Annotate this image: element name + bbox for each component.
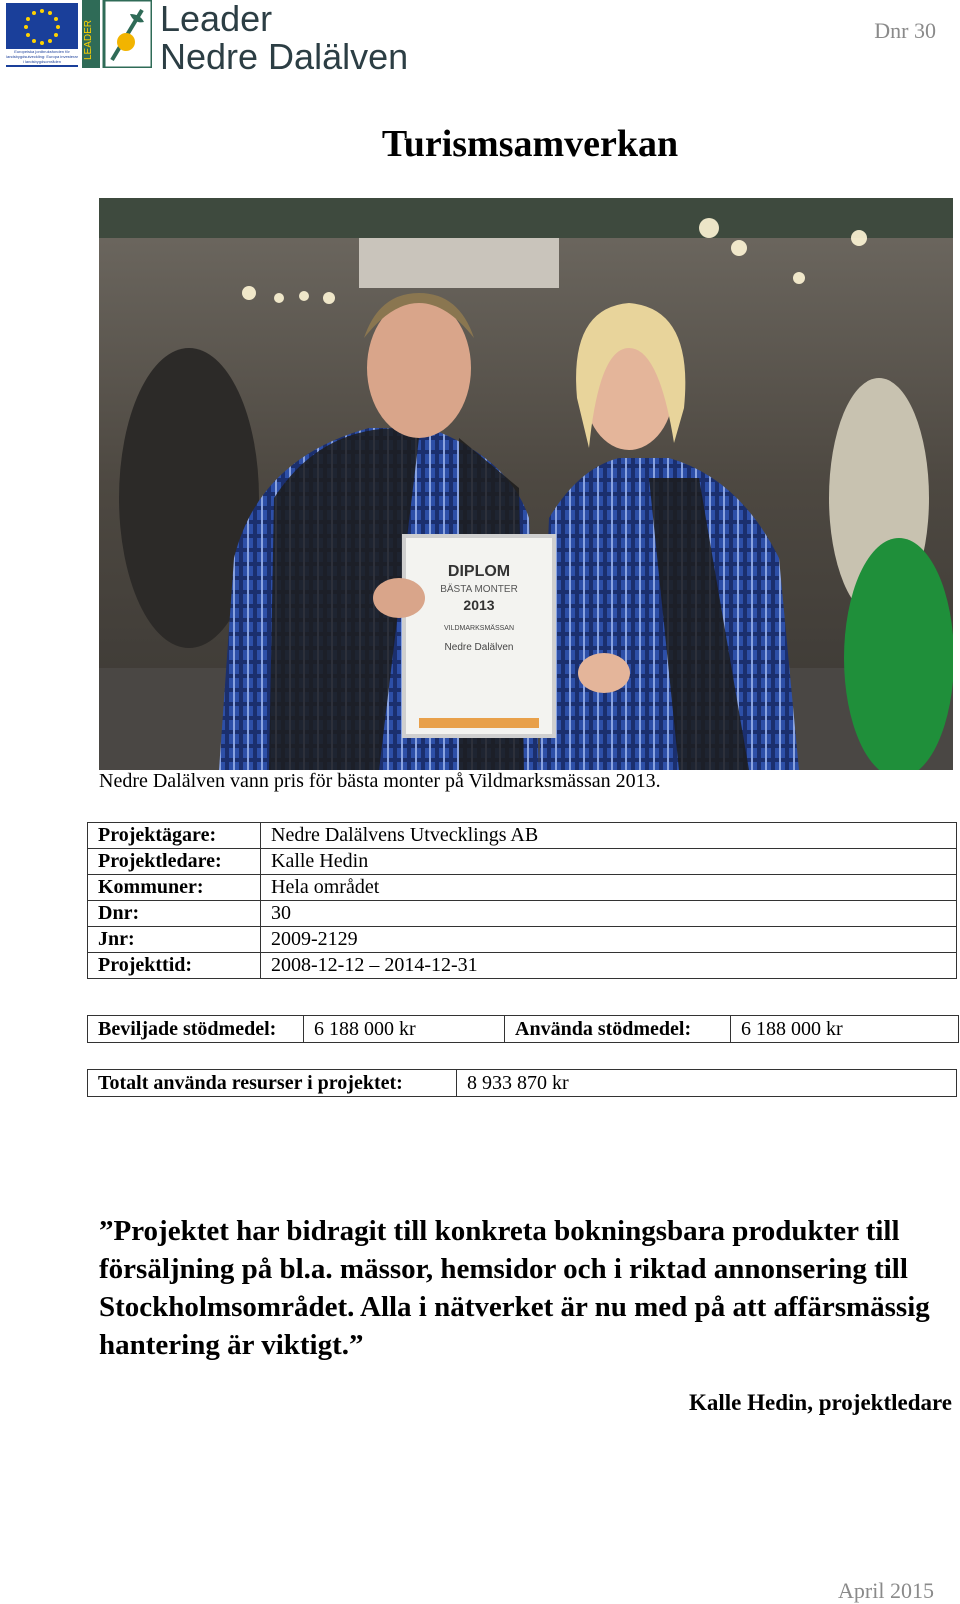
granted-label: Beviljade stödmedel: <box>88 1016 304 1043</box>
eu-stars-icon <box>22 7 62 47</box>
info-label: Kommuner: <box>88 875 261 901</box>
granted-value: 6 188 000 kr <box>304 1016 505 1043</box>
table-row <box>88 1016 959 1043</box>
svg-text:LEADER: LEADER <box>83 19 94 60</box>
header-logos <box>6 0 78 70</box>
info-value: 30 <box>261 901 957 927</box>
info-value: Hela området <box>261 875 957 901</box>
footer-date: April 2015 <box>838 1578 934 1603</box>
leader-logo-line2: Nedre Dalälven <box>160 36 409 77</box>
table-row <box>88 875 957 901</box>
info-label: Projekttid: <box>88 953 261 979</box>
diploma-event: VILDMARKSMÄSSAN <box>443 625 515 632</box>
info-value: Kalle Hedin <box>261 849 957 875</box>
info-label: Projektledare: <box>88 849 261 875</box>
info-label: Dnr: <box>88 901 261 927</box>
diploma-name: Nedre Dalälven <box>444 642 514 653</box>
diploma-title: DIPLOM <box>447 563 511 580</box>
info-value: 2008-12-12 – 2014-12-31 <box>261 953 957 979</box>
project-info-table <box>87 822 957 979</box>
total-resources-table <box>87 1069 957 1097</box>
diploma-year: 2013 <box>463 597 495 613</box>
table-row <box>88 927 957 953</box>
eu-flag-logo <box>6 3 78 67</box>
info-label: Projektägare: <box>88 823 261 849</box>
header-dnr: Dnr 30 <box>874 18 936 43</box>
used-value: 6 188 000 kr <box>731 1016 959 1043</box>
funding-table <box>87 1015 959 1043</box>
leader-logo-text <box>160 0 408 76</box>
project-quote: ”Projektet har bidragit till konkreta bokningsbara produkter till försäljning på bl.a. mässor, hemsidor och i riktad annonsering till Stockholmsområdet. Alla i nätverket är nu med på att affärsmässig hantering är viktigt.” <box>99 1215 930 1361</box>
photo-caption: Nedre Dalälven vann pris för bästa monter på Vildmarksmässan 2013. <box>99 770 661 792</box>
info-value: 2009-2129 <box>261 927 957 953</box>
eu-caption: Europeiska jordbruksfonden för landsbygdsutveckling: Europa investerar i landsbygdsområden <box>6 49 78 64</box>
table-row <box>88 1070 957 1097</box>
diploma-subtitle: BÄSTA MONTER <box>440 584 518 595</box>
leader-logo-icon <box>82 0 152 68</box>
quote-attribution: Kalle Hedin, projektledare <box>689 1390 952 1415</box>
award-photo <box>99 198 953 770</box>
table-row <box>88 901 957 927</box>
used-label: Använda stödmedel: <box>505 1016 731 1043</box>
table-row <box>88 953 957 979</box>
table-row <box>88 849 957 875</box>
award-photo-image <box>99 198 953 770</box>
table-row <box>88 823 957 849</box>
info-value: Nedre Dalälvens Utvecklings AB <box>261 823 957 849</box>
total-value: 8 933 870 kr <box>457 1070 957 1097</box>
info-label: Jnr: <box>88 927 261 953</box>
page-title: Turismsamverkan <box>381 123 679 165</box>
total-label: Totalt använda resurser i projektet: <box>88 1070 457 1097</box>
leader-logo-line1: Leader <box>160 0 273 39</box>
